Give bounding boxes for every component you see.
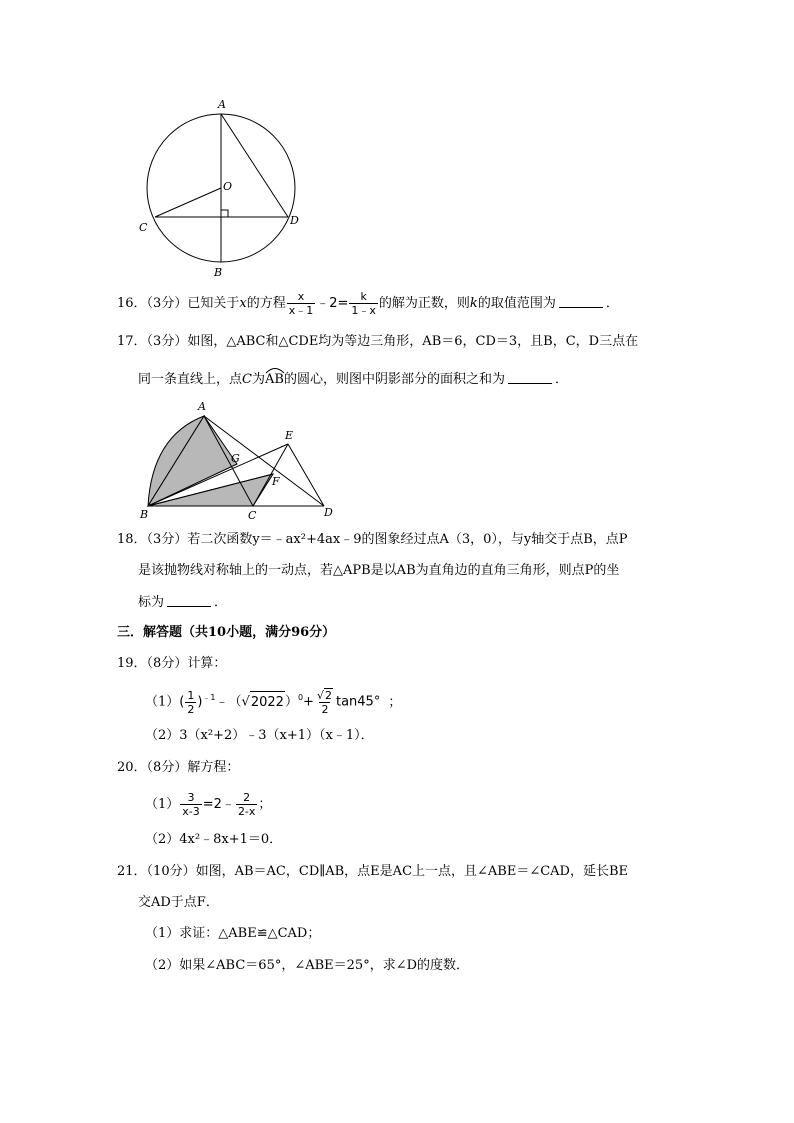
text: ． (605, 296, 619, 311)
label-E: E (285, 429, 294, 442)
answer-blank[interactable] (508, 371, 552, 384)
part-text: （2）如果∠ABC＝65°，∠ABE＝25°，求∠D的度数． (145, 958, 470, 973)
text: ． (554, 372, 568, 387)
text: 计算： (187, 656, 227, 671)
sqrt-icon: √ (316, 689, 324, 702)
fraction-half (185, 689, 196, 716)
label-C: C (248, 509, 257, 522)
text: 若二次函数y＝﹣ax²+4ax﹣9的图象经过点A（3，0），与y轴交于点B，点P (187, 532, 628, 547)
question-number: 17． (117, 334, 147, 349)
label-F: F (272, 475, 280, 488)
text: tan45° (335, 694, 381, 710)
question-number: 19． (117, 656, 147, 671)
fraction (236, 791, 257, 818)
text: + (303, 694, 314, 710)
text: ； (258, 797, 272, 812)
section-heading (117, 625, 335, 641)
question-21-line2 (138, 895, 219, 911)
text: 已知关于 (187, 296, 240, 311)
radicand: 2022 (250, 691, 285, 714)
score: （3分） (146, 296, 188, 311)
var-c: C (242, 372, 252, 387)
question-20-part1 (145, 791, 271, 818)
denominator: 2 (321, 703, 329, 716)
part-label: （1） (145, 694, 180, 710)
question-19 (117, 656, 226, 672)
question-20-part2 (145, 832, 282, 848)
numerator (315, 688, 335, 702)
part-text: （2）4x²﹣8x+1＝0． (145, 832, 283, 847)
question-18-line1 (117, 532, 628, 548)
question-number: 21． (117, 864, 147, 879)
var-x: x (239, 296, 247, 311)
text: 的解为正数，则 (378, 296, 470, 311)
part-text: （2）3（x²+2）﹣3（x+1）（x﹣1）． (145, 728, 374, 743)
question-18-line3 (138, 594, 227, 611)
label-A: A (198, 400, 206, 413)
question-number: 16． (117, 296, 147, 311)
label-O: O (223, 180, 233, 193)
denominator: 2-x (237, 805, 256, 818)
section-title: 三．解答题（共10小题，满分96分） (117, 625, 336, 640)
segment-OC (155, 188, 221, 217)
arc-icon (265, 366, 285, 374)
arc-notation (265, 372, 284, 388)
right-angle-mark (221, 210, 228, 217)
numerator: 3 (187, 791, 195, 804)
question-number: 20． (117, 760, 147, 775)
numerator: x (297, 290, 305, 303)
label-A: A (218, 98, 226, 111)
numerator: k (360, 290, 367, 303)
fraction (287, 290, 316, 317)
question-17-line2 (138, 371, 568, 388)
text: 的圆心，则图中阴影部分的面积之和为 (283, 372, 505, 387)
denominator: x﹣1 (288, 304, 314, 317)
text: 为 (251, 372, 265, 387)
exponent: ﹣1 (202, 693, 216, 703)
denominator: x-3 (182, 805, 200, 818)
question-21-part2 (145, 958, 469, 974)
paren: ) (197, 694, 203, 710)
question-19-part1 (145, 688, 401, 716)
var-k: k (469, 296, 478, 311)
denominator: 2 (187, 702, 195, 716)
question-18-line2 (138, 563, 619, 579)
text: 如图，AB＝AC，CD∥AB，点E是AC上一点，且∠ABE＝∠CAD，延长BE (195, 864, 629, 879)
paren: ( (179, 694, 185, 710)
exponent: 0 (297, 693, 304, 703)
fraction (180, 791, 201, 818)
label-B: B (140, 508, 149, 521)
answer-blank[interactable] (559, 295, 603, 308)
label-D: D (290, 214, 299, 227)
label-B: B (214, 266, 223, 279)
score: （3分） (146, 334, 188, 349)
question-20 (117, 760, 239, 776)
label-D: D (324, 506, 333, 519)
question-21-part1 (145, 926, 320, 942)
score: （10分） (146, 864, 196, 879)
text: 解方程： (187, 760, 240, 775)
text: 如图，△ABC和△CDE均为等边三角形，AB＝6，CD＝3，且B，C，D三点在 (187, 334, 639, 349)
score: （8分） (146, 656, 188, 671)
label-G: G (231, 452, 240, 465)
question-19-part2 (145, 728, 374, 744)
question-number: 18． (117, 532, 147, 547)
question-17-line1 (117, 334, 638, 350)
label-C: C (139, 221, 148, 234)
text: ﹣2= (316, 296, 349, 311)
figure-triangles (136, 398, 346, 523)
question-21-line1 (117, 864, 628, 880)
denominator: 1﹣x (351, 304, 376, 317)
fraction (349, 290, 378, 317)
text: ． (214, 595, 228, 610)
text: 标为 (138, 595, 165, 610)
part-text: （1）求证：△ABE≌△CAD； (145, 926, 321, 941)
text: ； (388, 694, 402, 710)
text: 同一条直线上，点 (138, 372, 243, 387)
question-16 (117, 290, 619, 317)
part-label: （1） (145, 797, 180, 812)
text: =2﹣ (202, 797, 235, 812)
arc-label: AB (264, 372, 284, 387)
text: 的方程 (246, 296, 286, 311)
answer-blank[interactable] (167, 594, 211, 607)
numerator: 2 (243, 791, 251, 804)
text: 的取值范围为 (477, 296, 556, 311)
sqrt-icon: √ (241, 694, 250, 710)
figure-circle (134, 96, 304, 281)
score: （3分） (146, 532, 188, 547)
text: ﹣（ (215, 694, 242, 710)
text: ） (284, 694, 298, 710)
chord-AD (221, 114, 288, 217)
segment-ED (288, 444, 324, 506)
text: 是该抛物线对称轴上的一动点，若△APB是以AB为直角边的直角三角形，则点P的坐 (138, 563, 620, 578)
radicand: 2 (324, 689, 332, 702)
score: （8分） (146, 760, 188, 775)
numerator: 1 (187, 688, 195, 702)
text: 交AD于点F． (138, 895, 219, 910)
fraction-sqrt2 (315, 688, 335, 716)
